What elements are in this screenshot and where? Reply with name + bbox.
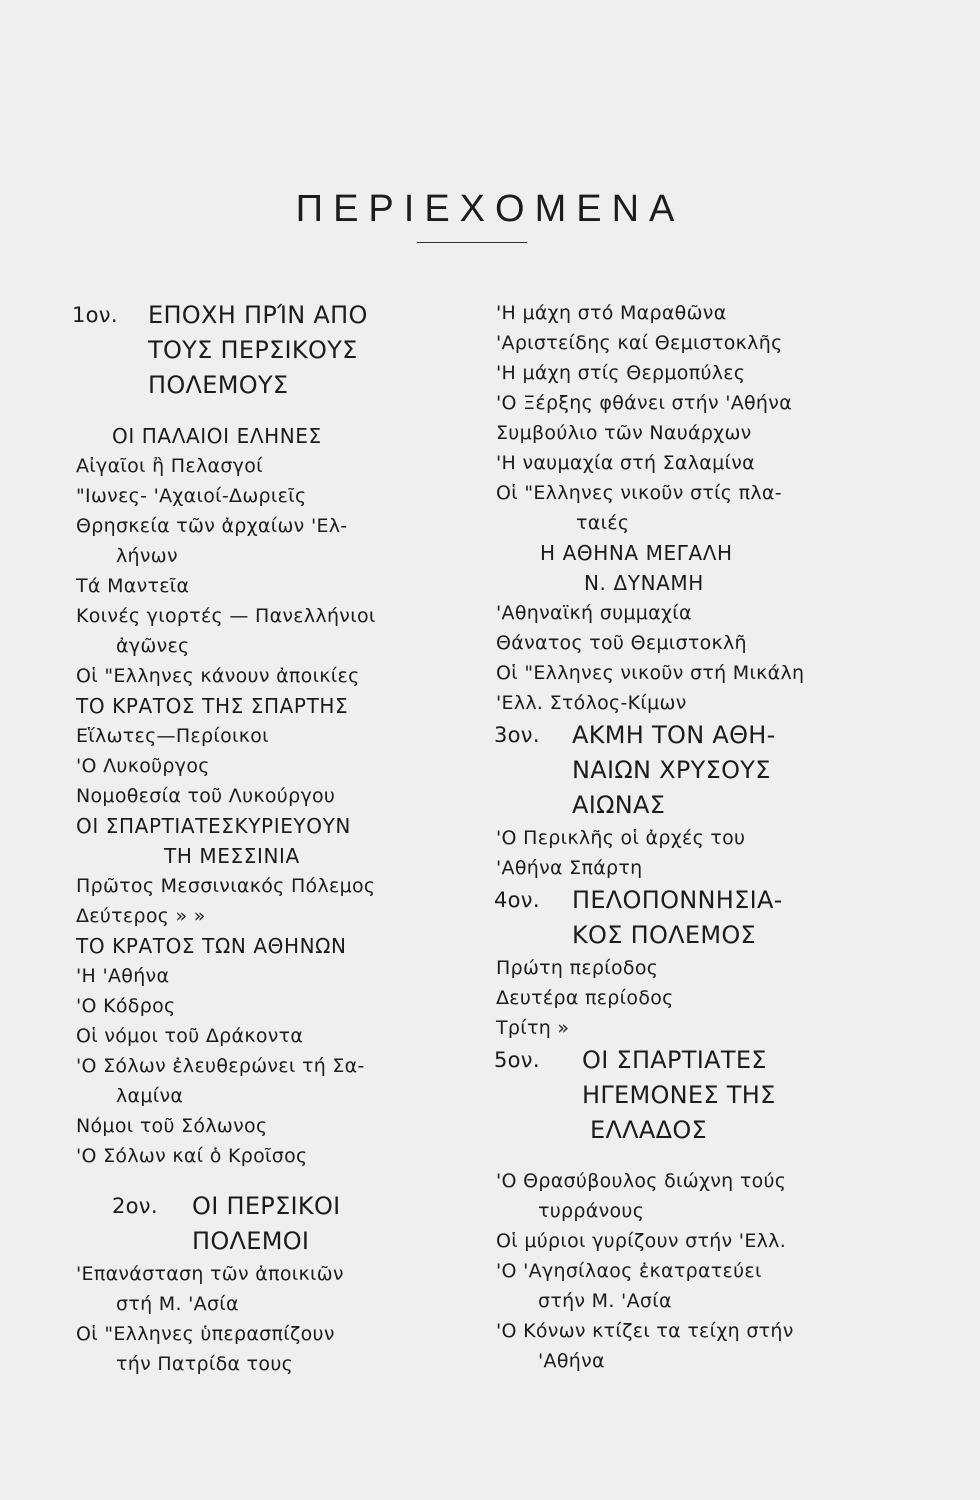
contents-line: [72, 421, 462, 451]
contents-line: [490, 298, 910, 328]
chapter-title-line: ΠΟΛΕΜΟΥΣ: [148, 371, 289, 399]
section-heading: ΤΟ ΚΡΑΤΟΣ ΤΗΣ ΣΠΑΡΤΗΣ: [76, 694, 349, 718]
contents-line: [490, 1113, 910, 1148]
chapter-number: 2ον.: [112, 1194, 158, 1218]
contents-line: [72, 481, 462, 511]
contents-line: [490, 1346, 910, 1376]
contents-entry: "Ιωνες- 'Αχαιοί-Δωριεῖς: [76, 485, 307, 507]
chapter-title-line: ΑΚΜΗ ΤΟΝ ΑΘΗ-: [572, 721, 776, 749]
chapter-title-line: ΚΟΣ ΠΟΛΕΜΟΣ: [572, 921, 757, 949]
contents-line: [72, 571, 462, 601]
contents-line: [72, 721, 462, 751]
contents-line: [72, 631, 462, 661]
contents-line: [72, 1021, 462, 1051]
contents-line: [72, 661, 462, 691]
chapter-title-line: ΠΕΛΟΠΟΝΝΗΣΙΑ-: [572, 886, 783, 914]
chapter-number: 1ον.: [72, 303, 118, 327]
contents-entry: 'Ο Σόλων καί ὁ Κροῖσος: [76, 1145, 308, 1167]
contents-line: [72, 781, 462, 811]
contents-line: [72, 1141, 462, 1171]
chapter-title-line: ΕΛΛΑΔΟΣ: [590, 1116, 707, 1144]
contents-line: [490, 328, 910, 358]
contents-line: [72, 1051, 462, 1081]
contents-line: [72, 871, 462, 901]
contents-entry: ἀγῶνες: [116, 635, 190, 657]
section-heading: Η ΑΘΗΝΑ ΜΕΓΑΛΗ: [540, 541, 733, 565]
section-heading: ΤΟ ΚΡΑΤΟΣ ΤΩΝ ΑΘΗΝΩΝ: [76, 934, 347, 958]
contents-line: [490, 788, 910, 823]
contents-entry: Κοινές γιορτές — Πανελλήνιοι: [76, 605, 376, 627]
contents-entry: Θρησκεία τῶν ἀρχαίων 'Ελ-: [76, 515, 348, 537]
contents-line: [490, 883, 910, 918]
contents-entry: 'Ο Ξέρξης φθάνει στήν 'Αθήνα: [496, 392, 793, 414]
contents-line: [490, 953, 910, 983]
contents-line: [490, 658, 910, 688]
contents-entry: 'Αριστείδης καί Θεμιστοκλῆς: [496, 332, 783, 354]
section-heading: ΟΙ ΠΑΛΑΙΟΙ ΕΛΗΝΕΣ: [112, 424, 322, 448]
contents-entry: τήν Πατρίδα τους: [116, 1353, 294, 1375]
contents-line: [72, 368, 462, 403]
contents-line: [490, 753, 910, 788]
contents-entry: Νομοθεσία τοῦ Λυκούργου: [76, 785, 336, 807]
contents-entry: στήν Μ. 'Ασία: [538, 1290, 672, 1312]
contents-line: [490, 983, 910, 1013]
contents-line: [490, 538, 910, 568]
spacer: [72, 1171, 462, 1189]
contents-entry: 'Ο Κόνων κτίζει τα τείχη στήν: [496, 1320, 794, 1342]
contents-line: [72, 991, 462, 1021]
contents-entry: λαμίνα: [116, 1085, 184, 1107]
contents-line: [72, 1224, 462, 1259]
chapter-title-line: ΕΠΟΧΗ ΠΡΊΝ ΑΠΟ: [148, 301, 368, 329]
contents-line: [72, 931, 462, 961]
contents-entry: Οἱ νόμοι τοῦ Δράκοντα: [76, 1025, 304, 1047]
contents-entry: Τά Μαντεῖα: [76, 575, 190, 597]
contents-line: [72, 1259, 462, 1289]
contents-line: [72, 1189, 462, 1224]
contents-entry: 'Ο 'Αγησίλαος ἐκατρατεύει: [496, 1260, 762, 1282]
contents-entry: Δεύτερος » »: [76, 905, 206, 927]
contents-line: [490, 478, 910, 508]
contents-entry: 'Ο Θρασύβουλος διώχνη τούς: [496, 1170, 787, 1192]
contents-entry: 'Η μάχη στό Μαραθῶνα: [496, 302, 727, 324]
contents-line: [490, 418, 910, 448]
spacer: [490, 1148, 910, 1166]
contents-line: [72, 691, 462, 721]
contents-line: [72, 1289, 462, 1319]
contents-entry: 'Αθήνα Σπάρτη: [496, 857, 643, 879]
contents-line: [490, 388, 910, 418]
section-heading: ΟΙ ΣΠΑΡΤΙΑΤΕΣΚΥΡΙΕΥΟΥΝ: [76, 814, 351, 838]
contents-entry: Αἰγαῖοι ἢ Πελασγοί: [76, 455, 263, 477]
contents-entry: 'Η μάχη στίς Θερμοπύλες: [496, 362, 746, 384]
contents-line: [490, 688, 910, 718]
contents-entry: ταιές: [576, 512, 630, 534]
contents-line: [72, 601, 462, 631]
contents-line: [72, 451, 462, 481]
chapter-title-line: ΠΟΛΕΜΟΙ: [192, 1227, 310, 1255]
contents-line: [72, 841, 462, 871]
contents-entry: 'Αθηναϊκή συμμαχία: [496, 602, 692, 624]
chapter-title-line: ΟΙ ΣΠΑΡΤΙΑΤΕΣ: [582, 1046, 767, 1074]
contents-entry: 'Ο Λυκοῦργος: [76, 755, 210, 777]
contents-entry: Τρίτη »: [496, 1017, 570, 1039]
spacer: [72, 403, 462, 421]
contents-line: [490, 718, 910, 753]
chapter-title-line: ΟΙ ΠΕΡΣΙΚΟΙ: [192, 1192, 341, 1220]
title-underline: [417, 242, 527, 243]
contents-line: [490, 508, 910, 538]
contents-line: [490, 1256, 910, 1286]
contents-entry: 'Επανάσταση τῶν ἀποικιῶν: [76, 1263, 344, 1285]
contents-entry: Δευτέρα περίοδος: [496, 987, 674, 1009]
contents-entry: Οἱ "Ελληνες ὑπερασπίζουν: [76, 1323, 335, 1345]
contents-line: [490, 1196, 910, 1226]
contents-line: [490, 1043, 910, 1078]
contents-line: [72, 901, 462, 931]
contents-line: [490, 853, 910, 883]
contents-line: [490, 1166, 910, 1196]
chapter-title-line: ΑΙΩΝΑΣ: [572, 791, 666, 819]
contents-entry: Οἱ "Ελληνες νικοῦν στίς πλα-: [496, 482, 782, 504]
contents-line: [490, 598, 910, 628]
contents-entry: 'Ο Κόδρος: [76, 995, 176, 1017]
contents-entry: στή Μ. 'Ασία: [116, 1293, 239, 1315]
contents-line: [72, 751, 462, 781]
chapter-number: 4ον.: [494, 888, 540, 912]
contents-entry: 'Η 'Αθήνα: [76, 965, 170, 987]
contents-line: [72, 1319, 462, 1349]
contents-line: [72, 541, 462, 571]
contents-entry: Συμβούλιο τῶν Ναυάρχων: [496, 422, 752, 444]
contents-entry: Πρῶτος Μεσσινιακός Πόλεμος: [76, 875, 376, 897]
chapter-title-line: ΤΟΥΣ ΠΕΡΣΙΚΟΥΣ: [148, 336, 358, 364]
page-title: ΠΕΡΙΕΧΟΜΕΝΑ: [295, 188, 685, 230]
chapter-title-line: ΝΑΙΩΝ ΧΡΥΣΟΥΣ: [572, 756, 771, 784]
contents-right-column: [490, 298, 910, 1376]
contents-entry: Οἱ "Ελληνες νικοῦν στή Μικάλη: [496, 662, 805, 684]
contents-line: [490, 1226, 910, 1256]
contents-line: [72, 811, 462, 841]
contents-line: [72, 961, 462, 991]
contents-line: [490, 448, 910, 478]
section-heading: Ν. ΔΥΝΑΜΗ: [584, 571, 704, 595]
contents-line: [490, 1078, 910, 1113]
contents-line: [490, 358, 910, 388]
contents-entry: 'Ο Περικλῆς οἱ ἀρχές του: [496, 827, 746, 849]
contents-entry: Πρώτη περίοδος: [496, 957, 659, 979]
contents-entry: Εἵλωτες—Περίοικοι: [76, 725, 269, 747]
contents-line: [490, 1286, 910, 1316]
contents-entry: 'Η ναυμαχία στή Σαλαμίνα: [496, 452, 755, 474]
chapter-number: 5ον.: [494, 1048, 540, 1072]
contents-entry: Οἱ "Ελληνες κάνουν ἀποικίες: [76, 665, 360, 687]
contents-entry: 'Ο Σόλων ἐλευθερώνει τή Σα-: [76, 1055, 365, 1077]
contents-entry: λήνων: [116, 545, 178, 567]
contents-line: [72, 1349, 462, 1379]
contents-left-column: [72, 298, 462, 1379]
contents-line: [490, 823, 910, 853]
contents-line: [490, 1316, 910, 1346]
chapter-title-line: ΗΓΕΜΟΝΕΣ ΤΗΣ: [582, 1081, 776, 1109]
contents-line: [490, 568, 910, 598]
contents-line: [72, 298, 462, 333]
contents-line: [72, 511, 462, 541]
contents-line: [490, 1013, 910, 1043]
contents-line: [490, 628, 910, 658]
contents-line: [72, 1111, 462, 1141]
contents-entry: Οἱ μύριοι γυρίζουν στήν 'Ελλ.: [496, 1230, 787, 1252]
section-heading: ΤΗ ΜΕΣΣΙΝΙΑ: [164, 844, 300, 868]
contents-entry: 'Ελλ. Στόλος-Κίμων: [496, 692, 687, 714]
contents-entry: Νόμοι τοῦ Σόλωνος: [76, 1115, 268, 1137]
contents-line: [490, 918, 910, 953]
contents-entry: Θάνατος τοῦ Θεμιστοκλῆ: [496, 632, 747, 654]
contents-line: [72, 1081, 462, 1111]
chapter-number: 3ον.: [494, 723, 540, 747]
contents-entry: 'Αθήνα: [538, 1350, 605, 1372]
contents-line: [72, 333, 462, 368]
contents-entry: τυρράνους: [538, 1200, 645, 1222]
